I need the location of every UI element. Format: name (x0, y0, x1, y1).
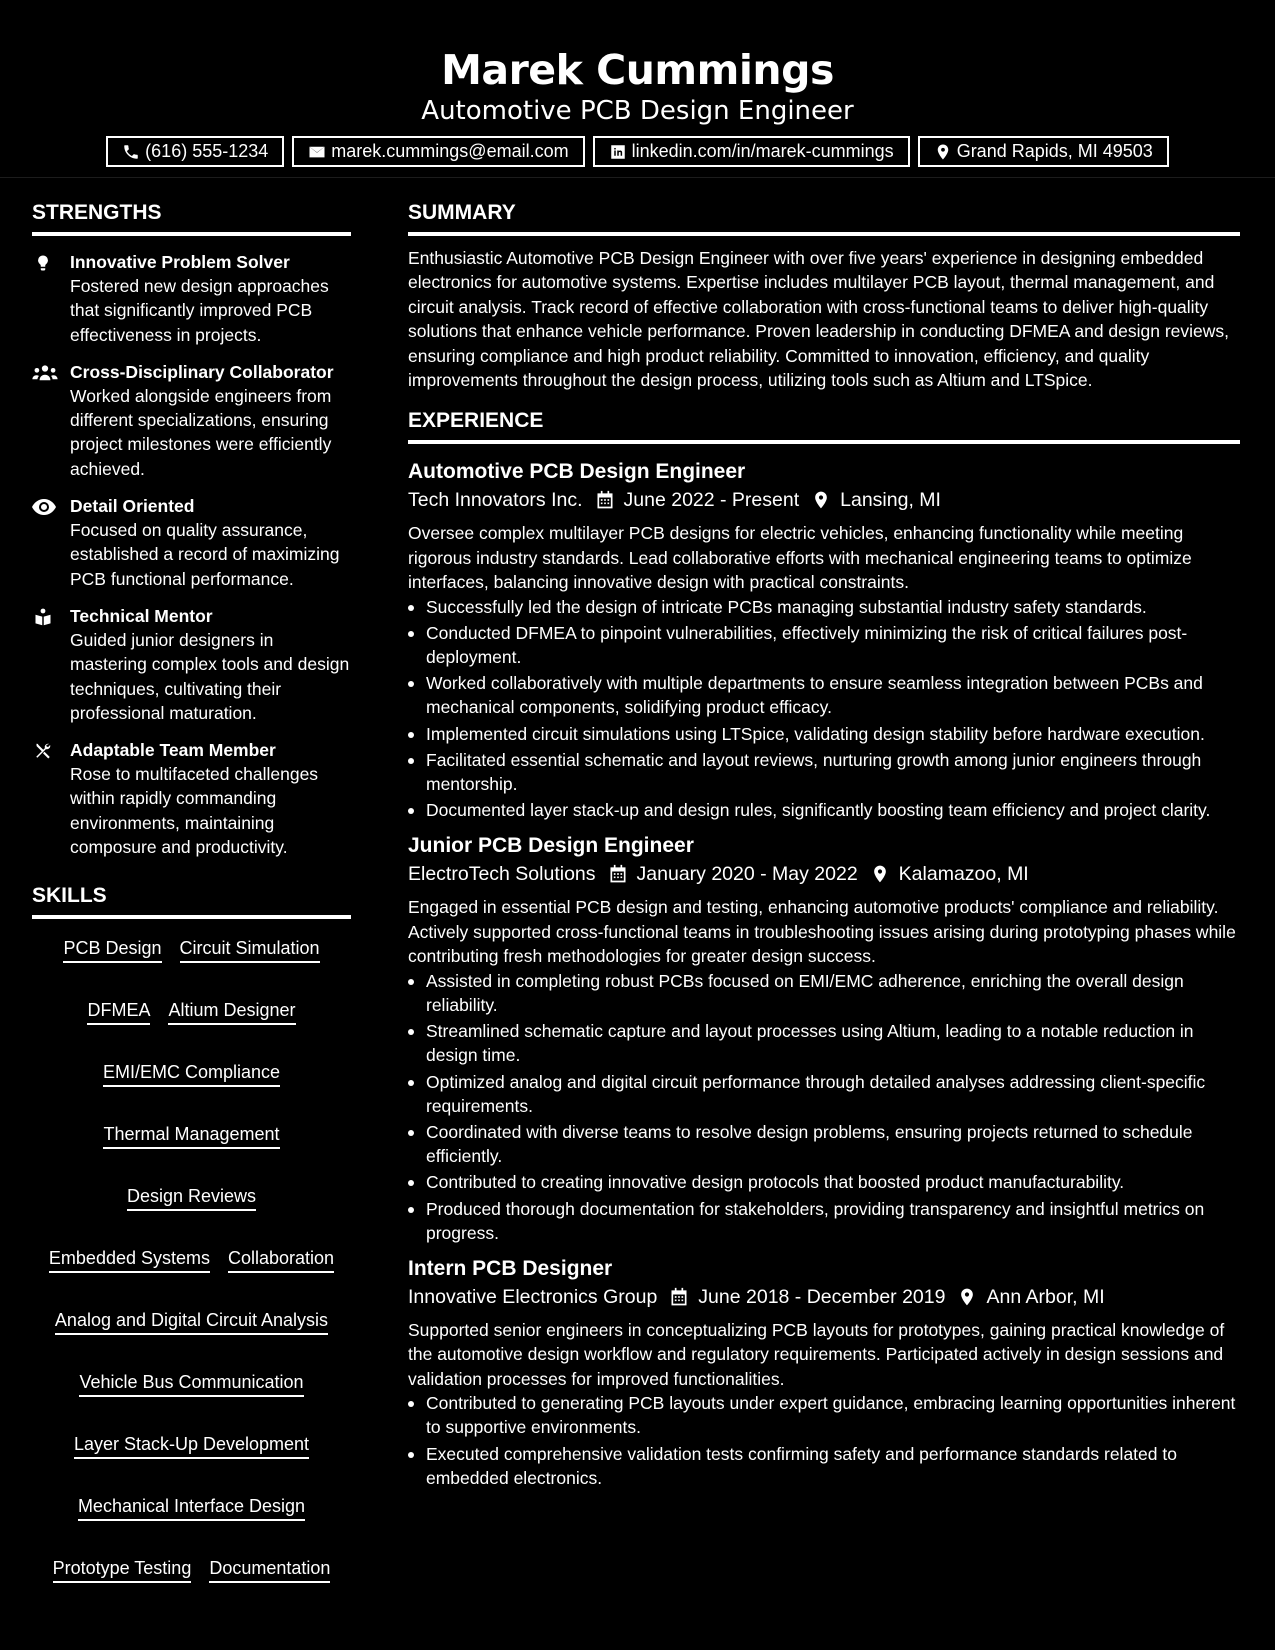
skill-tag: Vehicle Bus Communication (79, 1371, 303, 1397)
skill-tag: EMI/EMC Compliance (103, 1061, 280, 1087)
bullet-item: Successfully led the design of intricate PCBs managing substantial industry safety standards. (408, 595, 1240, 619)
skills-heading: SKILLS (32, 883, 351, 919)
map-pin-icon (811, 490, 831, 510)
tools-icon (32, 742, 54, 760)
job-meta (408, 1283, 1240, 1311)
book-reader-icon (32, 608, 54, 626)
contact-phone-text: (616) 555-1234 (145, 141, 269, 161)
right-column (408, 200, 1240, 1500)
skill-tag: PCB Design (63, 937, 161, 963)
skill-tag: Altium Designer (168, 999, 295, 1025)
users-icon (32, 364, 58, 382)
job-location: Kalamazoo, MI (898, 863, 1029, 886)
calendar-icon (595, 490, 615, 510)
experience-heading: EXPERIENCE (408, 408, 1240, 444)
candidate-name: Marek Cummings (441, 46, 834, 94)
bullet-item: Contributed to creating innovative design protocols that boosted product manufacturability. (408, 1170, 1240, 1194)
skill-tag: Documentation (209, 1557, 330, 1583)
contact-email[interactable] (292, 136, 584, 167)
strength-item (32, 360, 351, 481)
skill-tag: Embedded Systems (49, 1247, 210, 1273)
bullet-item: Optimized analog and digital circuit performance through detailed analyses addressing client-specific requirements. (408, 1070, 1240, 1118)
summary-heading: SUMMARY (408, 200, 1240, 236)
contact-email-text: marek.cummings@email.com (331, 141, 569, 161)
skill-tag: Collaboration (228, 1247, 334, 1273)
strength-desc: Guided junior designers in mastering complex tools and design techniques, cultivating their professional maturation. (70, 629, 350, 723)
eye-icon (32, 498, 56, 516)
bullet-item: Worked collaboratively with multiple departments to ensure seamless integration between PCBs and mechanical components, solidifying product efficacy. (408, 671, 1240, 719)
skill-tag: Prototype Testing (53, 1557, 192, 1583)
job-entry (408, 832, 1240, 1244)
job-title: Intern PCB Designer (408, 1256, 613, 1280)
skill-tag: DFMEA (87, 999, 150, 1025)
job-meta (408, 486, 1240, 514)
job-bullets (408, 1391, 1240, 1490)
skill-tag: Thermal Management (103, 1123, 279, 1149)
strength-title: Detail Oriented (70, 496, 195, 517)
job-company: Innovative Electronics Group (408, 1285, 658, 1308)
contact-location-text: Grand Rapids, MI 49503 (956, 141, 1153, 161)
contact-linkedin[interactable] (593, 136, 910, 167)
job-dates: June 2018 - December 2019 (698, 1285, 946, 1308)
job-meta (408, 860, 1240, 888)
strength-title: Cross-Disciplinary Collaborator (70, 361, 334, 382)
skill-tag: Analog and Digital Circuit Analysis (55, 1309, 328, 1335)
strength-item (32, 604, 351, 725)
skill-tag: Layer Stack-Up Development (74, 1433, 309, 1459)
skills-list (32, 935, 351, 1583)
strengths-heading: STRENGTHS (32, 200, 351, 236)
phone-icon (122, 143, 140, 161)
strength-desc: Focused on quality assurance, established a record of maximizing PCB functional performance. (70, 520, 340, 589)
left-column (32, 200, 351, 1583)
job-location: Lansing, MI (840, 489, 941, 512)
strength-title: Technical Mentor (70, 605, 213, 626)
bullet-item: Facilitated essential schematic and layout reviews, nurturing growth among junior engineers through mentorship. (408, 748, 1240, 796)
job-dates: June 2022 - Present (623, 489, 800, 512)
lightbulb-icon (32, 254, 54, 272)
bullet-item: Contributed to generating PCB layouts under expert guidance, embracing learning opportunities inherent to supportive environments. (408, 1391, 1240, 1439)
job-company: Tech Innovators Inc. (408, 489, 583, 512)
skill-tag: Mechanical Interface Design (78, 1495, 305, 1521)
envelope-icon (308, 143, 326, 161)
strength-desc: Worked alongside engineers from different specializations, ensuring project milestones were efficiently achieved. (70, 385, 332, 479)
bullet-item: Executed comprehensive validation tests confirming safety and performance standards related to embedded electronics. (408, 1442, 1240, 1490)
strength-item (32, 494, 351, 591)
summary-text: Enthusiastic Automotive PCB Design Engineer with over five years' experience in designing embedded electronics for automotive systems. Expertise includes multilayer PCB layout, thermal management, and circuit analysis. Track record of effective collaboration with cross-functional teams to deliver high-quality solutions that enhance vehicle performance. Proven leadership in conducting DFMEA and design reviews, ensuring compliance and high product reliability. Committed to innovation, efficiency, and quality improvements throughout the design process, utilizing tools such as Altium and LTSpice. (408, 248, 1230, 391)
job-entry (408, 458, 1240, 822)
job-description: Supported senior engineers in conceptualizing PCB layouts for prototypes, gaining practical knowledge of the automotive design workflow and regulatory requirements. Participated actively in design sessions and validation processes for improved functionalities. (408, 1319, 1225, 1389)
skill-tag: Circuit Simulation (180, 937, 320, 963)
strength-desc: Rose to multifaceted challenges within rapidly commanding environments, maintaining composure and productivity. (70, 764, 319, 858)
job-dates: January 2020 - May 2022 (636, 863, 858, 886)
calendar-icon (608, 864, 628, 884)
job-title: Automotive PCB Design Engineer (408, 460, 746, 484)
strength-item (32, 738, 351, 859)
map-pin-icon (957, 1287, 977, 1307)
map-pin-icon (934, 143, 952, 161)
bullet-item: Streamlined schematic capture and layout processes using Altium, leading to a notable reduction in design time. (408, 1019, 1240, 1067)
bullet-item: Documented layer stack-up and design rules, significantly boosting team efficiency and project clarity. (408, 798, 1240, 822)
contact-phone[interactable] (106, 136, 284, 167)
job-description: Oversee complex multilayer PCB designs for electric vehicles, enhancing functionality while meeting rigorous industry standards. Lead collaborative efforts with mechanical engineering teams to optimize interfaces, balancing innovative design with practical constraints. (408, 523, 1192, 593)
job-location: Ann Arbor, MI (986, 1285, 1105, 1308)
map-pin-icon (870, 864, 890, 884)
resume-header (0, 0, 1275, 178)
bullet-item: Coordinated with diverse teams to resolve design problems, ensuring projects returned to schedule efficiently. (408, 1120, 1240, 1168)
job-title: Junior PCB Design Engineer (408, 834, 694, 858)
job-entry (408, 1255, 1240, 1490)
job-company: ElectroTech Solutions (408, 863, 596, 886)
candidate-role: Automotive PCB Design Engineer (421, 96, 854, 126)
job-bullets (408, 595, 1240, 823)
strength-title: Adaptable Team Member (70, 740, 276, 761)
bullet-item: Produced thorough documentation for stakeholders, providing transparency and insightful metrics on progress. (408, 1197, 1240, 1245)
bullet-item: Conducted DFMEA to pinpoint vulnerabilities, effectively minimizing the risk of critical failures post-deployment. (408, 621, 1240, 669)
contact-linkedin-text: linkedin.com/in/marek-cummings (631, 141, 894, 161)
job-bullets (408, 969, 1240, 1245)
strength-title: Innovative Problem Solver (70, 252, 290, 272)
contact-bar (0, 136, 1275, 167)
contact-location[interactable] (918, 136, 1169, 167)
bullet-item: Implemented circuit simulations using LTSpice, validating design stability before hardware execution. (408, 722, 1240, 746)
skill-tag: Design Reviews (127, 1185, 256, 1211)
calendar-icon (669, 1287, 689, 1307)
strength-item (32, 250, 351, 347)
strength-desc: Fostered new design approaches that significantly improved PCB effectiveness in projects. (70, 276, 329, 345)
job-description: Engaged in essential PCB design and testing, enhancing automotive products' compliance and reliability. Actively supported cross-functional teams in troubleshooting issues arising during prototyping phases while contributing fresh methodologies for greater design success. (408, 897, 1236, 967)
linkedin-icon (609, 143, 627, 161)
bullet-item: Assisted in completing robust PCBs focused on EMI/EMC adherence, enriching the overall design reliability. (408, 969, 1240, 1017)
